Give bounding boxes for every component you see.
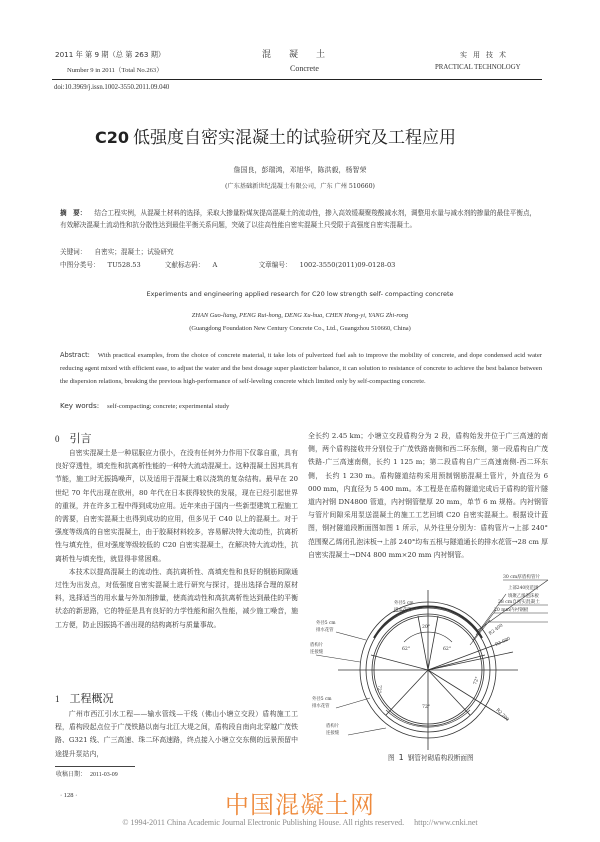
copyright-notice: © 1994-2011 China Academic Journal Electronic Publishing House. All rights reserved. http://www.cnki.net [122, 818, 478, 827]
label-angle-top: 20° [422, 625, 431, 630]
label-angle-left-upper: 62° [402, 647, 411, 652]
label-foam-1: 上部240度范围 [508, 586, 539, 591]
english-keywords-label: Key words: [60, 401, 100, 410]
label-angle-bottom: 72° [422, 705, 431, 710]
abstract-cn-text: 结合工程实例，从混凝土材料的选择，采取大掺量粉煤灰提高混凝土的流动性，掺入高效缓凝聚羧酸减水剂，调整用水量与减水剂的掺量的最佳平衡点，有效解决混凝土流动性和抗分散性达到最佳平衡关系问题，突破了以往高性能自密实混凝土只受限于高强度自密实混凝土。 [60, 209, 537, 230]
section-number: 1 [55, 694, 60, 704]
figure-label-prefix: 图 [388, 754, 395, 762]
doc-code-value: A [212, 261, 218, 269]
label-drain-top-2: 排水花管 [394, 608, 412, 613]
leader-drain-left [336, 632, 366, 640]
page-number: · 128 · [60, 792, 78, 799]
classification-row [60, 259, 540, 269]
radius-r3000-line [428, 652, 513, 670]
leader-drain-bottom [336, 698, 370, 708]
issue-en: Number 9 in 2011（Total No.263） [67, 67, 163, 74]
leader-steel [470, 620, 490, 645]
english-abstract-text: With practical examples, from the choice of concrete material, it take lots of pulverized fuel ash to improve the mobility of concrete, and dope condensed acid water reducing agent mixed with efficient ease, to adjust the water and the best dosage super plasticizer balance, it can solution to resistance of concrete to achieve the best balance between the dispersion relations, breaking the previous high-performance of self-leveling concrete which limited only by self-compacting concrete. [60, 352, 542, 386]
footnote-rule [55, 766, 135, 767]
project-overview-body-right [308, 430, 548, 562]
english-abstract-label: Abstract: [60, 351, 90, 359]
project-overview-body-left [55, 708, 298, 761]
label-angle-right: 72° [473, 676, 481, 686]
title-text: 低强度自密实混凝土的试验研究及工程应用 [133, 128, 457, 148]
journal-name-en: Concrete [290, 64, 319, 73]
article-no-value: 1002-3550(2011)09-0128-03 [299, 261, 396, 269]
radial-line [428, 655, 485, 670]
label-scc: 28 cm自密实混凝土 [498, 600, 540, 605]
label-drain-bottom-2: 排水花管 [312, 704, 330, 709]
label-drain-bottom-1: 外径5 cm [312, 697, 332, 702]
label-angle-left: 72° [376, 685, 381, 694]
label-r3000: R3 000 [494, 636, 512, 648]
figure-caption [388, 752, 474, 762]
paragraph: 全长约 2.45 km；小塘立交段盾构分为 2 段，盾构始发井位于广三高速的南侧，两个盾构接收井分别位于广茂铁路南侧和西二环东侧，第一段盾构自广茂铁路-广三高速南侧，长约 1 125 m；第二段盾构自广三高速南侧-西二环东侧， 长约 1 230 m。盾构隧道结构采用预制钢筋混凝土管片，外直径为 6 000 mm，内直径为 5 400 mm。本工程是在盾构隧道完成后于盾构的管片隧道内衬钢 DN4800 管道，内衬钢管壁厚 20 mm，单节 6 m 规格。内衬钢管与管片间隙采用泵送混凝土的施工工艺回填 C20 自密实混凝土。根据设计蓝图，钢衬隧道段断面图如图 1 所示，从外往里分别为：盾构管片→上部 240°范围聚乙烯闭孔泡沫板→上部 240°均布五根与隧道通长的排水花管→28 cm 厚自密实混凝土→DN4 800 mm×20 mm 内衬钢管。 [308, 432, 548, 559]
keywords-cn-text: 自密实；混凝土；试验研究 [94, 248, 174, 256]
leader-joint-bottom [348, 728, 386, 735]
paper-title [95, 123, 535, 148]
keywords-cn [60, 246, 174, 256]
section-name-en: PRACTICAL TECHNOLOGY [435, 64, 521, 71]
label-foam-2: 填聚乙烯泡沫板 [508, 594, 539, 599]
doi[interactable]: doi:10.3969/j.issn.1002-3550.2011.09.040 [54, 84, 170, 91]
affiliation-cn: (广东基础新世纪混凝土有限公司，广东 广州 510660) [225, 183, 375, 190]
abstract-cn-label: 摘 要： [60, 209, 87, 217]
english-authors: ZHAN Guo-liang, PENG Rui-hong, DENG Xu-hua, CHEN Hong-yi, YANG Zhi-rong [191, 312, 409, 319]
label-joint-left-2: 连接缝 [310, 650, 324, 655]
english-keywords [60, 401, 229, 410]
label-joint-left-1: 盾构片 [310, 643, 324, 648]
section-number: 0 [55, 434, 60, 444]
figure-1-cross-section [308, 575, 548, 755]
section-name-cn: 实用技术 [460, 51, 512, 59]
radial-line [371, 655, 428, 670]
journal-name-cn: 混凝土 [262, 50, 344, 60]
doc-code-label: 文献标志码： [164, 261, 205, 269]
label-r2400: R2 400 [488, 623, 505, 637]
label-joint-bottom-2: 连接缝 [326, 731, 340, 736]
english-affiliation: (Guangdong Foundation New Century Concrete Co., Ltd., Guangzhou 510660, China) [189, 325, 411, 332]
section-heading-project-overview [55, 690, 114, 706]
article-no-label: 文章编号： [258, 261, 292, 269]
label-drain-top-1: 外径5 cm [394, 601, 414, 606]
english-title: Experiments and engineering applied research for C20 low strength self- compacting concrete [146, 290, 454, 298]
section-title: 工程概况 [69, 692, 114, 705]
introduction-body [55, 447, 298, 632]
received-date [56, 769, 118, 778]
clc-label: 中图分类号： [60, 261, 100, 269]
english-abstract [60, 349, 542, 388]
label-drain-left-2: 排水花管 [316, 628, 334, 633]
section-heading-introduction [55, 430, 92, 446]
paragraph: 广州市西江引水工程——输水管线—干线（佛山小塘立交段）盾构施工工程，盾构段起点位于广茂铁路以南与北江大堤之间，盾构段自南向北穿越广茂铁路、G321 线、广三高速、珠二环高速路，终点接入小塘立交东侧的远景预留中途提升泵站内， [55, 710, 298, 758]
authors-cn: 詹国良，彭瑞鸿，邓旭华，陈洪毅，杨智荣 [233, 166, 367, 174]
leader-joint-left [316, 655, 360, 662]
received-label: 收稿日期： [56, 771, 87, 778]
label-angle-right-upper: 62° [443, 647, 452, 652]
figure-number: 1 [398, 753, 404, 762]
label-steel: 20 mm内衬钢板 [494, 608, 529, 613]
issue-cn: 2011 年 第 9 期（总 第 263 期） [55, 50, 166, 59]
english-keywords-text: self-compacting; concrete; experimental study [107, 403, 230, 410]
keywords-cn-label: 关键词： [60, 248, 87, 256]
label-joint-bottom-1: 盾构片 [326, 724, 340, 729]
abstract-cn [60, 207, 540, 232]
label-drain-left-1: 外径5 cm [316, 621, 336, 626]
header-rule [52, 79, 542, 80]
label-r2700: R2 700 [494, 707, 510, 723]
section-title: 引言 [69, 432, 92, 445]
figure-caption-text: 钢管衬砌盾构段断面图 [407, 754, 474, 762]
watermark-logo: 中国混凝土网 [225, 791, 375, 819]
received-value: 2011-03-09 [90, 772, 118, 778]
paragraph: 本技术以提高混凝土的流动性、高抗离析性、高填充性和良好的钢筋间隙通过性为出发点，对低强度自密实混凝土进行研究与探讨，提出选择合理的原材料，选择适当的用水量与外加剂掺量，使高流动性和高抗离析性达到最佳的平衡状态的新思路，它的特征是具有良好的力学性能和耐久性能，减少施工噪音，施工方便，防止因振捣不善出现的结构离析与质量事故。 [55, 567, 298, 629]
paragraph: 自密实混凝土是一种屈服应力很小，在没有任何外力作用下仅靠自重，具有良好穿透性，填充性和抗离析性能的一种特大流动混凝土。这种混凝土因其具有节能，施工时无振捣噪声，以及适用于混凝土难以浇筑的复杂结构。最早在 20 世纪 70 年代出现在欧州，80 年代在日本获得较快的发展，现在已经引起世界的重视，并在许多工程中得到成功应用。近年来由于国内一些新型建筑工程施工的需要，自密实混凝土也得到成功的应用，但多见于 C40 以上的混凝土。对于强度等级高的自密实混凝土，由于胶凝材料较多，容易解决特大流动性，抗离析性与填充性，但对强度等级较低的 C20 自密实混凝土，在解决特大流动性，抗离析性与填充性，就显得非常困难。 [55, 449, 298, 563]
clc-value: TU528.53 [107, 261, 141, 269]
title-prefix: C20 [95, 128, 130, 147]
label-segment: 30 cm厚盾构管片 [503, 575, 541, 580]
